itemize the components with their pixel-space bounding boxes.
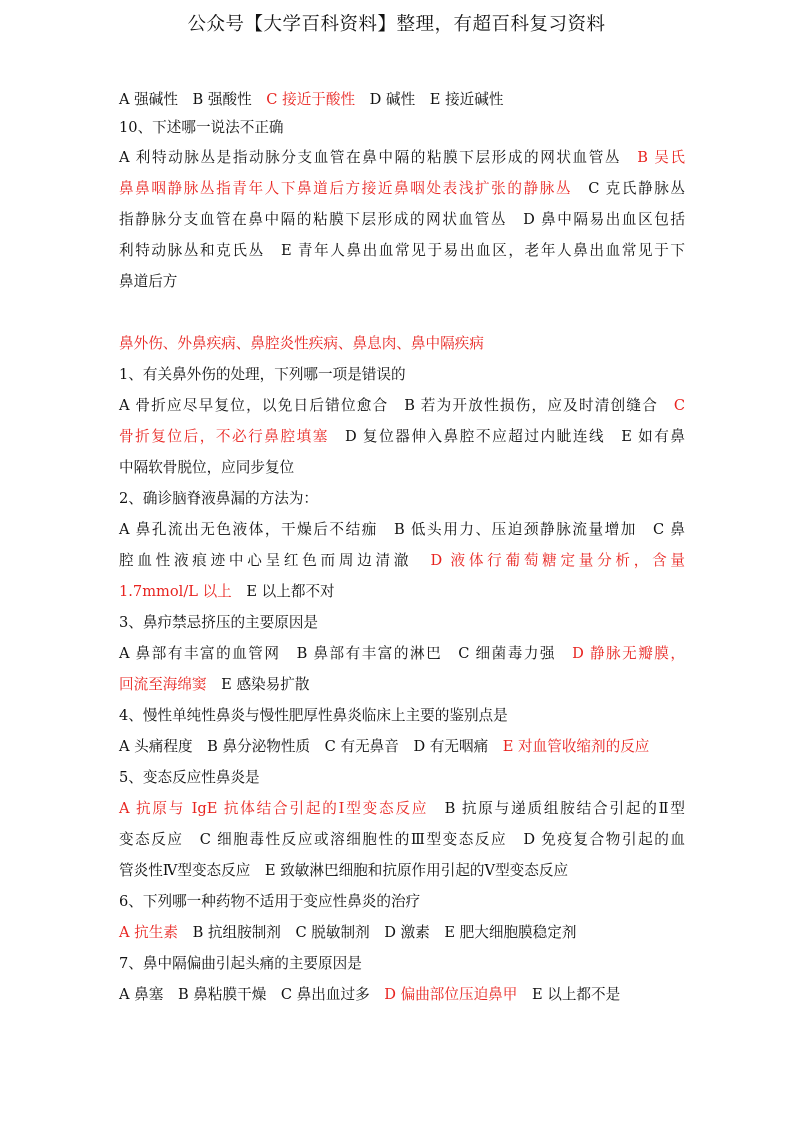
answer-text: C 接近于酸性 <box>266 91 356 108</box>
line-text: A 强碱性 B 强酸性 <box>119 91 267 108</box>
answer-text: C <box>673 397 685 414</box>
answer-text: E 对血管收缩剂的反应 <box>502 738 650 755</box>
line-text: 6、下列哪一种药物不适用于变应性鼻炎的治疗 <box>119 893 421 910</box>
question-5 <box>119 762 685 793</box>
answer-text: A 抗生素 <box>119 924 178 941</box>
answer-text: 1.7mmol/L 以上 <box>119 583 232 600</box>
answer-text: 骨折复位后，不必行鼻腔填塞 <box>119 428 329 445</box>
line-text: 7、鼻中隔偏曲引起头痛的主要原因是 <box>119 955 362 972</box>
line-text: A 鼻部有丰富的血管网 B 鼻部有丰富的淋巴 C 细菌毒力强 <box>119 645 573 662</box>
line-text: A 鼻塞 B 鼻粘膜干燥 C 鼻出血过多 <box>119 986 385 1003</box>
options-q5 <box>119 855 685 886</box>
line-text: 5、变态反应性鼻炎是 <box>119 769 260 786</box>
question-7 <box>119 948 685 979</box>
options-q5 <box>119 824 685 855</box>
question-content <box>119 86 685 1010</box>
line-text: 3、鼻疖禁忌挤压的主要原因是 <box>119 614 319 631</box>
options-q2 <box>119 545 685 576</box>
answer-text: A 抗原与 IgE 抗体结合引起的Ⅰ型变态反应 <box>119 800 429 817</box>
answer-text: 鼻外伤、外鼻疾病、鼻腔炎性疾病、鼻息肉、鼻中隔疾病 <box>119 335 484 352</box>
line-text: A 鼻孔流出无色液体，干燥后不结痂 B 低头用力、压迫颈静脉流量增加 C 鼻 <box>119 521 685 538</box>
line-text: D 复位器伸入鼻腔不应超过内眦连线 E 如有鼻 <box>328 428 685 445</box>
question-1 <box>119 359 685 390</box>
line-text: 中隔软骨脱位，应同步复位 <box>119 459 295 476</box>
options-q3 <box>119 669 685 700</box>
answer-text: D 液体行葡萄糖定量分析，含量 <box>430 552 685 569</box>
options-q10 <box>119 204 685 235</box>
line-text: 鼻道后方 <box>119 273 178 290</box>
line-text: 变态反应 C 细胞毒性反应或溶细胞性的Ⅲ型变态反应 D 免疫复合物引起的血 <box>119 831 685 848</box>
line-text: 利特动脉丛和克氏丛 E 青年人鼻出血常见于易出血区，老年人鼻出血常见于下 <box>119 242 685 259</box>
options-q9 <box>119 86 685 114</box>
question-4 <box>119 700 685 731</box>
options-q1 <box>119 390 685 421</box>
line-text: 管炎性Ⅳ型变态反应 E 致敏淋巴细胞和抗原作用引起的Ⅴ型变态反应 <box>119 862 569 879</box>
line-text: D 碱性 E 接近碱性 <box>355 91 504 108</box>
line-text: E 感染易扩散 <box>206 676 310 693</box>
page-header: 公众号【大学百科资料】整理，有超百科复习资料 <box>187 14 606 35</box>
section-heading <box>119 328 685 359</box>
line-text: 10、下述哪一说法不正确 <box>119 119 284 136</box>
options-q4 <box>119 731 685 762</box>
answer-text: B 吴氏 <box>637 149 685 166</box>
line-text: A 头痛程度 B 鼻分泌物性质 C 有无鼻音 D 有无咽痛 <box>119 738 503 755</box>
answer-text: D 偏曲部位压迫鼻甲 <box>384 986 518 1003</box>
answer-text: 鼻鼻咽静脉丛指青年人下鼻道后方接近鼻咽处表浅扩张的静脉丛 <box>119 180 573 197</box>
options-q3 <box>119 638 685 669</box>
line-text: C 克氏静脉丛 <box>572 180 685 197</box>
options-q7 <box>119 979 685 1010</box>
options-q10 <box>119 235 685 266</box>
question-2 <box>119 483 685 514</box>
options-q2 <box>119 576 685 607</box>
line-text: E 以上都不对 <box>231 583 335 600</box>
question-6 <box>119 886 685 917</box>
line-text: 指静脉分支血管在鼻中隔的粘膜下层形成的网状血管丛 D 鼻中隔易出血区包括 <box>119 211 685 228</box>
options-q1 <box>119 421 685 452</box>
options-q1 <box>119 452 685 483</box>
options-q10 <box>119 266 685 297</box>
line-text: 2、确诊脑脊液鼻漏的方法为： <box>119 490 319 507</box>
line-text: A 利特动脉丛是指动脉分支血管在鼻中隔的粘膜下层形成的网状血管丛 <box>119 149 638 166</box>
line-text: B 抗原与递质组胺结合引起的Ⅱ型 <box>428 800 685 817</box>
line-text: B 抗组胺制剂 C 脱敏制剂 D 激素 E 肥大细胞膜稳定剂 <box>177 924 577 941</box>
options-q6 <box>119 917 685 948</box>
options-q10 <box>119 142 685 173</box>
line-text: 4、慢性单纯性鼻炎与慢性肥厚性鼻炎临床上主要的鉴别点是 <box>119 707 508 724</box>
question-10 <box>119 114 685 142</box>
answer-text: 回流至海绵窦 <box>119 676 207 693</box>
line-text: E 以上都不是 <box>517 986 621 1003</box>
options-q5 <box>119 793 685 824</box>
line-text: A 骨折应尽早复位，以免日后错位愈合 B 若为开放性损伤，应及时清创缝合 <box>119 397 674 414</box>
line-text: 腔血性液痕迹中心呈红色而周边清澈 <box>119 552 431 569</box>
answer-text: D 静脉无瓣膜， <box>572 645 685 662</box>
options-q2 <box>119 514 685 545</box>
question-3 <box>119 607 685 638</box>
line-text: 1、有关鼻外伤的处理，下列哪一项是错误的 <box>119 366 406 383</box>
options-q10 <box>119 173 685 204</box>
